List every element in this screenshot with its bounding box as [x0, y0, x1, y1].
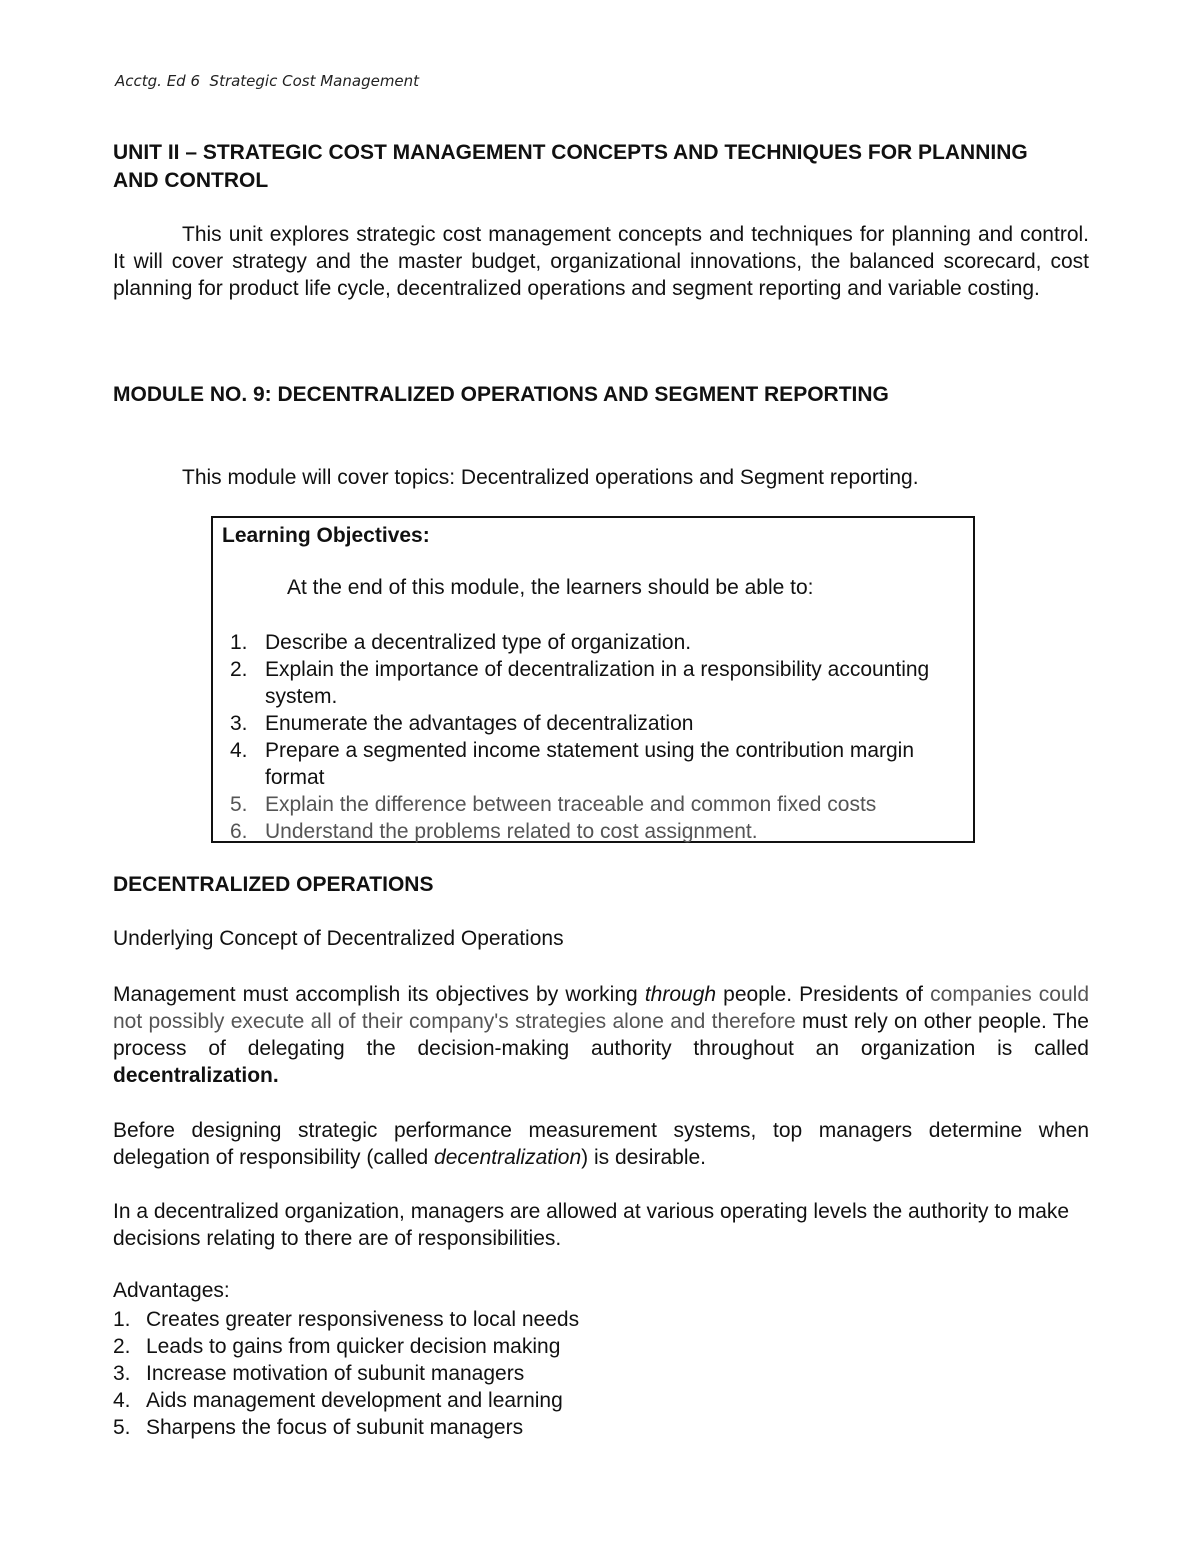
learning-objectives-box: [211, 516, 975, 843]
advantage-item: 3. Increase motivation of subunit managers: [113, 1362, 525, 1385]
module-intro: This module will cover topics: Decentralized operations and Segment reporting.: [182, 466, 919, 489]
advantage-item: 2. Leads to gains from quicker decision making: [113, 1335, 561, 1358]
unit-intro-paragraph: This unit explores strategic cost management concepts and techniques for planning and control. It will cover strategy and the master budget, organizational innovations, the balanced scorecard, cost planning for product life cycle, decentralized operations and segment reporting and variable costing.: [113, 223, 1089, 300]
subheading: Underlying Concept of Decentralized Operations: [113, 927, 564, 950]
learning-objectives-title: Learning Objectives:: [222, 524, 430, 547]
objective-item: 3. Enumerate the advantages of decentralization: [230, 712, 694, 735]
advantage-item: 5. Sharpens the focus of subunit managers: [113, 1416, 524, 1439]
paragraph-before-designing: Before designing strategic performance measurement systems, top managers determine when delegation of responsibility (called decentralization) is desirable.: [113, 1119, 1089, 1169]
advantage-item: 4. Aids management development and learning: [113, 1389, 563, 1412]
module-title: MODULE NO. 9: DECENTRALIZED OPERATIONS AND SEGMENT REPORTING: [113, 383, 889, 406]
advantages-label: Advantages:: [113, 1279, 230, 1302]
unit-title: UNIT II – STRATEGIC COST MANAGEMENT CONCEPTS AND TECHNIQUES FOR PLANNING AND CONTROL: [113, 141, 1028, 192]
objective-item: 6. Understand the problems related to cost assignment.: [230, 820, 758, 843]
running-header: Acctg. Ed 6 Strategic Cost Management: [115, 72, 420, 90]
learning-objectives-list: [213, 629, 973, 845]
advantage-item: 1. Creates greater responsiveness to local needs: [113, 1308, 580, 1331]
objective-item: 1. Describe a decentralized type of organization.: [230, 631, 692, 654]
objective-item: 2. Explain the importance of decentralization in a responsibility accounting system.: [230, 658, 930, 708]
objective-item: 5. Explain the difference between traceable and common fixed costs: [230, 793, 877, 816]
advantages-list: [113, 1306, 1013, 1441]
section-title: DECENTRALIZED OPERATIONS: [113, 873, 434, 896]
paragraph-management: Management must accomplish its objectives by working through people. Presidents of companies could not possibly execute all of their company's strategies alone and therefore must rely on other people. The process of delegating the decision-making authority throughout an organization is called decentralization.: [113, 983, 1090, 1087]
paragraph-decentralized-org: In a decentralized organization, managers are allowed at various operating levels the authority to make decisions relating to there are of responsibilities.: [113, 1200, 1070, 1250]
objective-item: 4. Prepare a segmented income statement using the contribution margin format: [230, 739, 915, 789]
learning-objectives-intro: At the end of this module, the learners should be able to:: [287, 576, 814, 599]
